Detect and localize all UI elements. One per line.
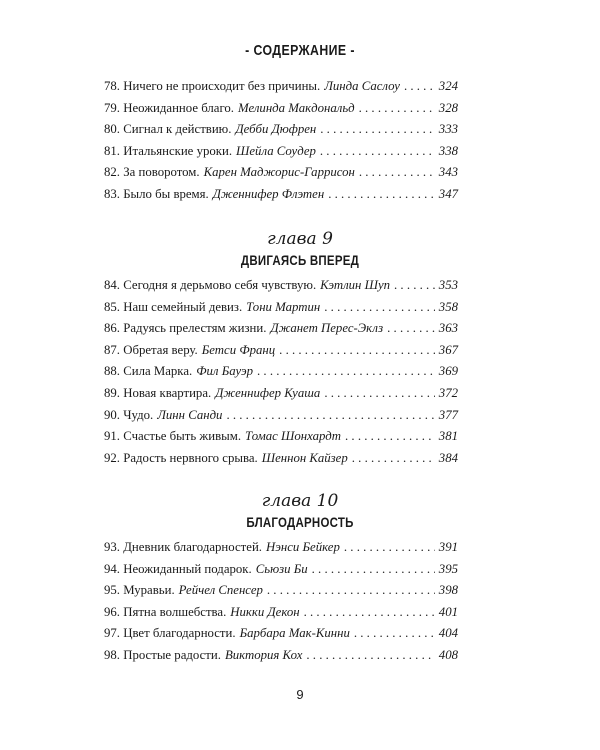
toc-entry-number: 90. [104,407,120,422]
toc-entry-number: 85. [104,299,120,314]
dot-leader [359,165,435,180]
toc-entry-title [104,101,234,116]
toc-entry-number: 84. [104,278,120,292]
toc-entry-page: 372 [438,385,458,400]
toc-entry-title [104,386,211,401]
toc-entry-title-text: Счастье быть живым. [123,429,242,444]
toc-entry-number: 92. [104,450,120,465]
toc-entry-number: 86. [104,321,120,336]
dot-leader [328,187,435,202]
toc-entry-author: Фил Бауэр [196,364,254,379]
toc-entry-number: 93. [104,540,120,554]
chapter-9-label: глава 9 [267,229,333,249]
toc-entry [104,648,458,670]
toc-entry-title [104,562,252,577]
dot-leader [226,408,434,423]
toc-entry-title-text: Итальянские уроки. [123,143,233,158]
toc-entry-number: 82. [104,165,120,180]
chapter-10-title: БЛАГОДАРНОСТЬ [246,514,354,530]
dot-leader [257,364,435,379]
toc-entry-title [104,540,262,555]
toc-entry-title [104,278,316,293]
toc-entry-title [104,648,221,663]
toc-entry-title [104,364,192,379]
toc-entry-author: Кэтлин Шуп [320,278,391,292]
toc-entry-page: 404 [438,626,458,641]
toc-entry-author: Нэнси Бейкер [266,540,340,554]
toc-entry-number: 80. [104,122,120,137]
toc-entry-title [104,605,226,620]
dot-leader [387,321,435,336]
chapter-9-title: ДВИГАЯСЬ ВПЕРЕД [240,252,360,268]
toc-entry-author: Линда Саслоу [324,79,400,93]
dot-leader [320,144,435,159]
toc-entry-title [104,429,241,444]
toc-entry [104,343,458,365]
toc-entry-title-text: Дневник благодарностей. [123,540,262,554]
toc-entry-page: 395 [438,561,458,576]
toc-entry-title [104,187,209,202]
toc-entry-number: 79. [104,100,120,115]
toc-entry-title [104,122,231,137]
toc-entry [104,408,458,430]
toc-entry-number: 98. [104,647,120,662]
toc-entry-author: Тони Мартин [246,299,321,314]
toc-entry [104,429,458,451]
toc-entry-title-text: Муравьи. [123,583,175,598]
toc-entry-page: 324 [438,79,458,93]
dot-leader [345,429,435,444]
dot-leader [404,79,435,94]
dot-leader [306,648,434,663]
toc-entry-title-text: Сегодня я дерьмово себя чувствую. [123,278,317,292]
toc-entry-title-text: Неожиданное благо. [123,100,235,115]
toc-entry [104,165,458,187]
toc-entry-title [104,583,175,598]
toc-entry [104,187,458,209]
toc-entry-title-text: Цвет благодарности. [123,626,236,641]
page-number: 9 [296,687,304,702]
toc-entry-author: Линн Санди [157,407,223,422]
toc-entry [104,562,458,584]
toc-entry-title-text: Обретая веру. [123,342,198,357]
toc-entry-number: 87. [104,342,120,357]
toc-entry-author: Карен Маджорис-Гаррисон [203,165,355,180]
toc-entry-title [104,343,198,358]
toc-entry-number: 81. [104,143,120,158]
toc-entry-page: 328 [438,100,458,115]
toc-entry-title [104,321,266,336]
toc-entry-number: 89. [104,385,120,400]
toc-entry-title-text: За поворотом. [123,165,200,180]
toc-entry-author: Дженнифер Флэтен [212,186,325,201]
toc-entry [104,386,458,408]
toc-entry-author: Бетси Франц [201,342,276,357]
toc-entry [104,583,458,605]
toc-entry-author: Джанет Перес-Эклз [270,321,384,336]
toc-entry-number: 97. [104,626,120,641]
toc-entry-author: Сьюзи Би [255,561,308,576]
toc-entry-title [104,79,320,94]
toc-entry-page: 343 [438,165,458,180]
toc-entry [104,79,458,101]
toc-entry [104,540,458,562]
toc-entry-page: 398 [438,583,458,598]
dot-leader [324,300,435,315]
toc-entry-title-text: Простые радости. [123,647,221,662]
toc-entry-page: 377 [438,407,458,422]
toc-entry-author: Никки Декон [230,604,300,619]
dot-leader [304,605,435,620]
toc-entry-page: 353 [438,278,458,292]
dot-leader [352,451,435,466]
toc-entry-title-text: Пятна волшебства. [123,604,227,619]
toc-entry-title-text: Ничего не происходит без причины. [123,79,321,93]
toc-entry-title-text: Чудо. [123,407,154,422]
toc-entry-number: 78. [104,79,120,93]
toc-entry-author: Томас Шонхардт [245,429,342,444]
toc-entry-page: 347 [438,186,458,201]
dot-leader [359,101,435,116]
toc-entry-title-text: Сигнал к действию. [123,122,232,137]
toc-entry-number: 88. [104,364,120,379]
toc-entry-page: 333 [438,122,458,137]
toc-entry-number: 83. [104,186,120,201]
toc-entry [104,144,458,166]
toc-entry-number: 94. [104,561,120,576]
toc-entry-author: Виктория Кох [224,647,303,662]
toc-entry-title-text: Радость нервного срыва. [123,450,258,465]
toc-entry-page: 384 [438,450,458,465]
toc-entry [104,626,458,648]
toc-entry-title [104,626,236,641]
toc-entry-number: 95. [104,583,120,598]
toc-entry-author: Шейла Соудер [236,143,316,158]
toc-entry-page: 401 [438,604,458,619]
toc-entry-page: 358 [438,299,458,314]
toc-entry-author: Барбара Мак-Кинни [239,626,350,641]
toc-entry [104,364,458,386]
toc-entry-author: Дженнифер Куаша [215,385,321,400]
toc-entry-author: Шеннон Кайзер [261,450,348,465]
toc-entry-number: 91. [104,429,120,444]
toc-entry-title [104,451,258,466]
toc-entry-page: 408 [438,647,458,662]
dot-leader [344,540,435,555]
toc-entry-page: 338 [438,143,458,158]
toc-entry-title [104,165,200,180]
toc-entry [104,101,458,123]
toc-entry [104,321,458,343]
contents-header: - СОДЕРЖАНИЕ - [245,42,355,59]
toc-list-chapter-9 [104,278,458,472]
toc-entry-number: 96. [104,604,120,619]
toc-list-top [104,79,458,209]
toc-entry [104,278,458,300]
toc-entry-page: 367 [438,342,458,357]
toc-entry-title-text: Сила Марка. [123,364,193,379]
toc-list-chapter-10 [104,540,458,670]
dot-leader [279,343,435,358]
toc-entry-title [104,408,153,423]
toc-entry-title-text: Было бы время. [123,186,209,201]
toc-entry-title-text: Неожиданный подарок. [123,561,252,576]
toc-entry-page: 369 [438,364,458,379]
toc-entry [104,122,458,144]
toc-entry-author: Дебби Дюфрен [235,122,317,137]
dot-leader [354,626,435,641]
dot-leader [320,122,435,137]
dot-leader [267,583,435,598]
toc-entry [104,300,458,322]
dot-leader [312,562,435,577]
toc-entry-page: 363 [438,321,458,336]
dot-leader [324,386,434,401]
toc-entry-title-text: Радуясь прелестям жизни. [123,321,267,336]
toc-entry-page: 381 [438,429,458,444]
toc-entry-title-text: Наш семейный девиз. [123,299,243,314]
toc-entry-title [104,144,232,159]
chapter-10-label: глава 10 [261,491,339,511]
dot-leader [394,278,435,293]
toc-entry-page: 391 [438,540,458,554]
toc-entry-author: Рейчел Спенсер [178,583,263,598]
toc-entry-title-text: Новая квартира. [123,385,212,400]
toc-entry [104,451,458,473]
toc-entry-author: Мелинда Макдональд [238,100,355,115]
toc-entry [104,605,458,627]
toc-entry-title [104,300,242,315]
